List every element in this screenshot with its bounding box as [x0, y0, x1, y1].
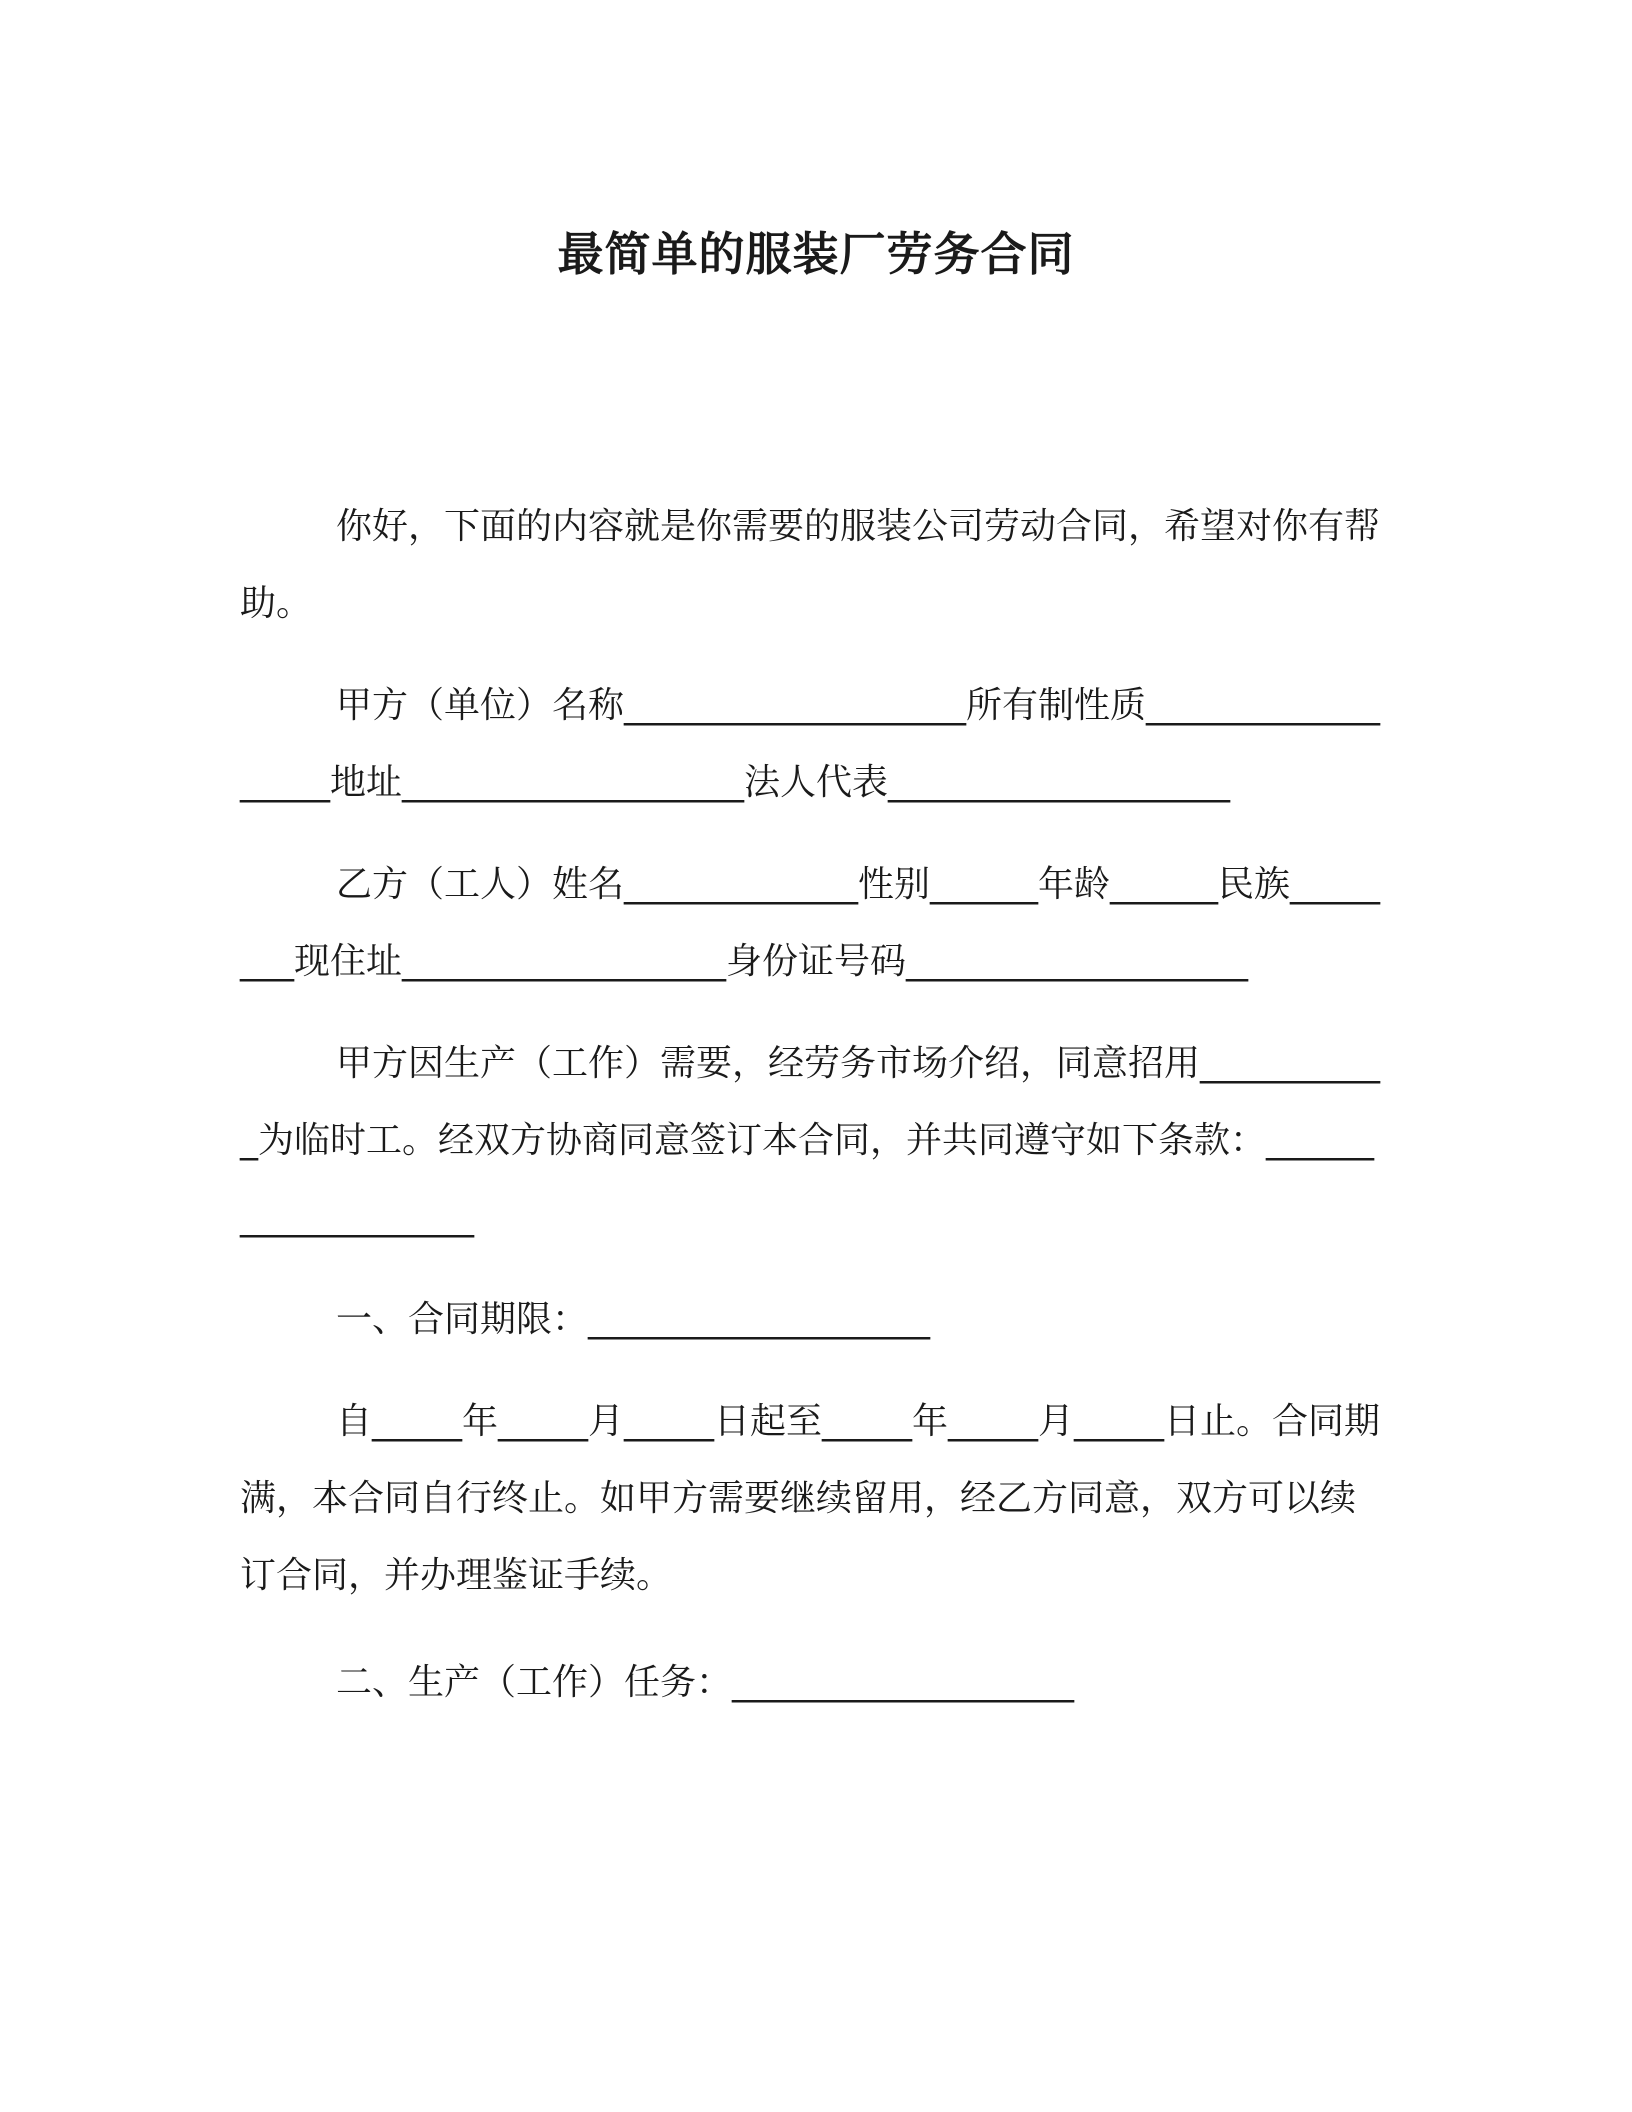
section-1-heading: 一、合同期限：___________________	[336, 1299, 931, 1340]
intro-paragraph: 你好，下面的内容就是你需要的服装公司劳动合同，希望对你有帮助。	[240, 506, 1381, 624]
party-a-info-paragraph: 甲方（单位）名称___________________所有制性质__________________地址___________________法人代表___________________	[240, 685, 1381, 803]
document-title: 最简单的服装厂劳务合同	[557, 227, 1075, 281]
contract-term-paragraph: 自_____年_____月_____日起至_____年_____月_____日止。合同期满，本合同自行终止。如甲方需要继续留用，经乙方同意，双方可以续订合同，并办理鉴证手续。	[240, 1401, 1381, 1596]
document-body	[240, 488, 1380, 1721]
party-b-info-paragraph: 乙方（工人）姓名_____________性别______年龄______民族________现住址__________________身份证号码___________________	[240, 864, 1381, 982]
hiring-agreement-paragraph: 甲方因生产（工作）需要，经劳务市场介绍，同意招用___________为临时工。经双方协商同意签订本合同，并共同遵守如下条款：___________________	[240, 1043, 1381, 1238]
section-2-heading: 二、生产（工作）任务：___________________	[336, 1662, 1075, 1703]
